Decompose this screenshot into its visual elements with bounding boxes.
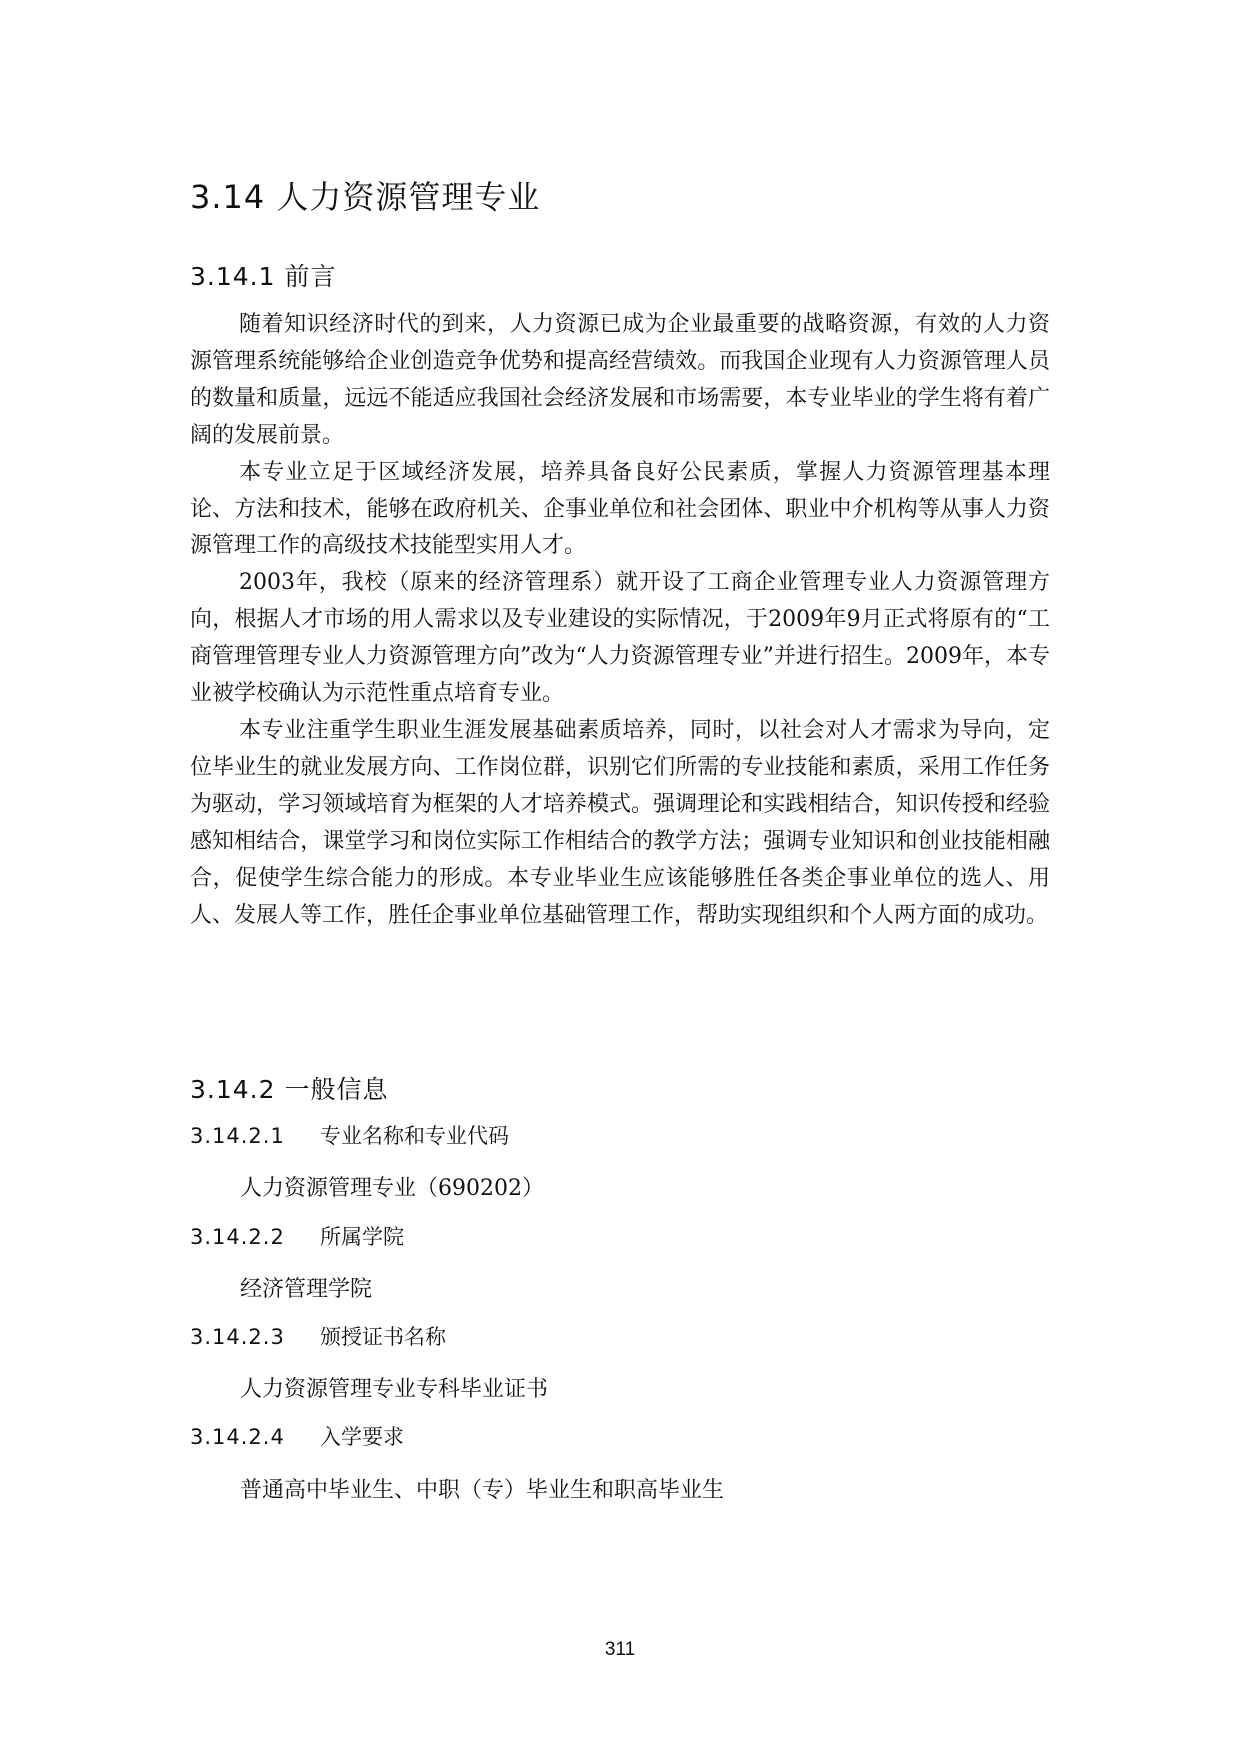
preface-heading: 3.14.1 前言 xyxy=(190,262,337,291)
subsection-title: 专业名称和专业代码 xyxy=(320,1124,509,1148)
page-number: 311 xyxy=(604,1639,636,1660)
preface-paragraph-1: 随着知识经济时代的到来，人力资源已成为企业最重要的战略资源，有效的人力资源管理系统能够给企业创造竞争优势和提高经营绩效。而我国企业现有人力资源管理人员的数量和质量，远远不能适应我国社会经济发展和市场需要，本专业毕业的学生将有着广阔的发展前景。 xyxy=(190,312,1050,448)
general-info-heading: 3.14.2 一般信息 xyxy=(190,1075,389,1104)
preface-body xyxy=(190,307,1050,934)
preface-paragraph-2: 本专业立足于区域经济发展，培养具备良好公民素质，掌握人力资源管理基本理论、方法和技术，能够在政府机关、企事业单位和社会团体、职业中介机构等从事人力资源管理工作的高级技术技能型实用人才。 xyxy=(190,459,1050,559)
subsection-number: 3.14.2.3 xyxy=(190,1325,285,1349)
preface-paragraph-3: 2003年，我校（原来的经济管理系）就开设了工商企业管理专业人力资源管理方向，根据人才市场的用人需求以及专业建设的实际情况，于2009年9月正式将原有的“工商管理管理专业人力资源管理方向”改为“人力资源管理专业”并进行招生。2009年，本专业被学校确认为示范性重点培育专业。 xyxy=(190,570,1050,707)
subsection-number: 3.14.2.1 xyxy=(190,1124,285,1148)
subsection-title: 入学要求 xyxy=(320,1425,404,1449)
subsection-heading-college xyxy=(190,1221,404,1251)
subsection-heading-admission xyxy=(190,1421,404,1451)
subsection-title: 颁授证书名称 xyxy=(320,1325,446,1349)
subsection-heading-certificate xyxy=(190,1321,446,1351)
section-title: 3.14 人力资源管理专业 xyxy=(190,178,541,216)
subsection-title: 所属学院 xyxy=(320,1225,404,1249)
subsection-number: 3.14.2.4 xyxy=(190,1425,285,1449)
certificate-value: 人力资源管理专业专科毕业证书 xyxy=(240,1377,549,1402)
admission-value: 普通高中毕业生、中职（专）毕业生和职高毕业生 xyxy=(240,1478,725,1503)
subsection-number: 3.14.2.2 xyxy=(190,1225,285,1249)
subsection-heading-major-name xyxy=(190,1120,509,1150)
college-value: 经济管理学院 xyxy=(240,1277,373,1302)
major-name-value: 人力资源管理专业（690202） xyxy=(240,1176,544,1201)
preface-paragraph-4: 本专业注重学生职业生涯发展基础素质培养，同时，以社会对人才需求为导向，定位毕业生的就业发展方向、工作岗位群，识别它们所需的专业技能和素质，采用工作任务为驱动，学习领域培育为框架的人才培养模式。强调理论和实践相结合，知识传授和经验感知相结合，课堂学习和岗位实际工作相结合的教学方法；强调专业知识和创业技能相融合，促使学生综合能力的形成。本专业毕业生应该能够胜任各类企事业单位的选人、用人、发展人等工作，胜任企事业单位基础管理工作，帮助实现组织和个人两方面的成功。 xyxy=(190,717,1050,928)
